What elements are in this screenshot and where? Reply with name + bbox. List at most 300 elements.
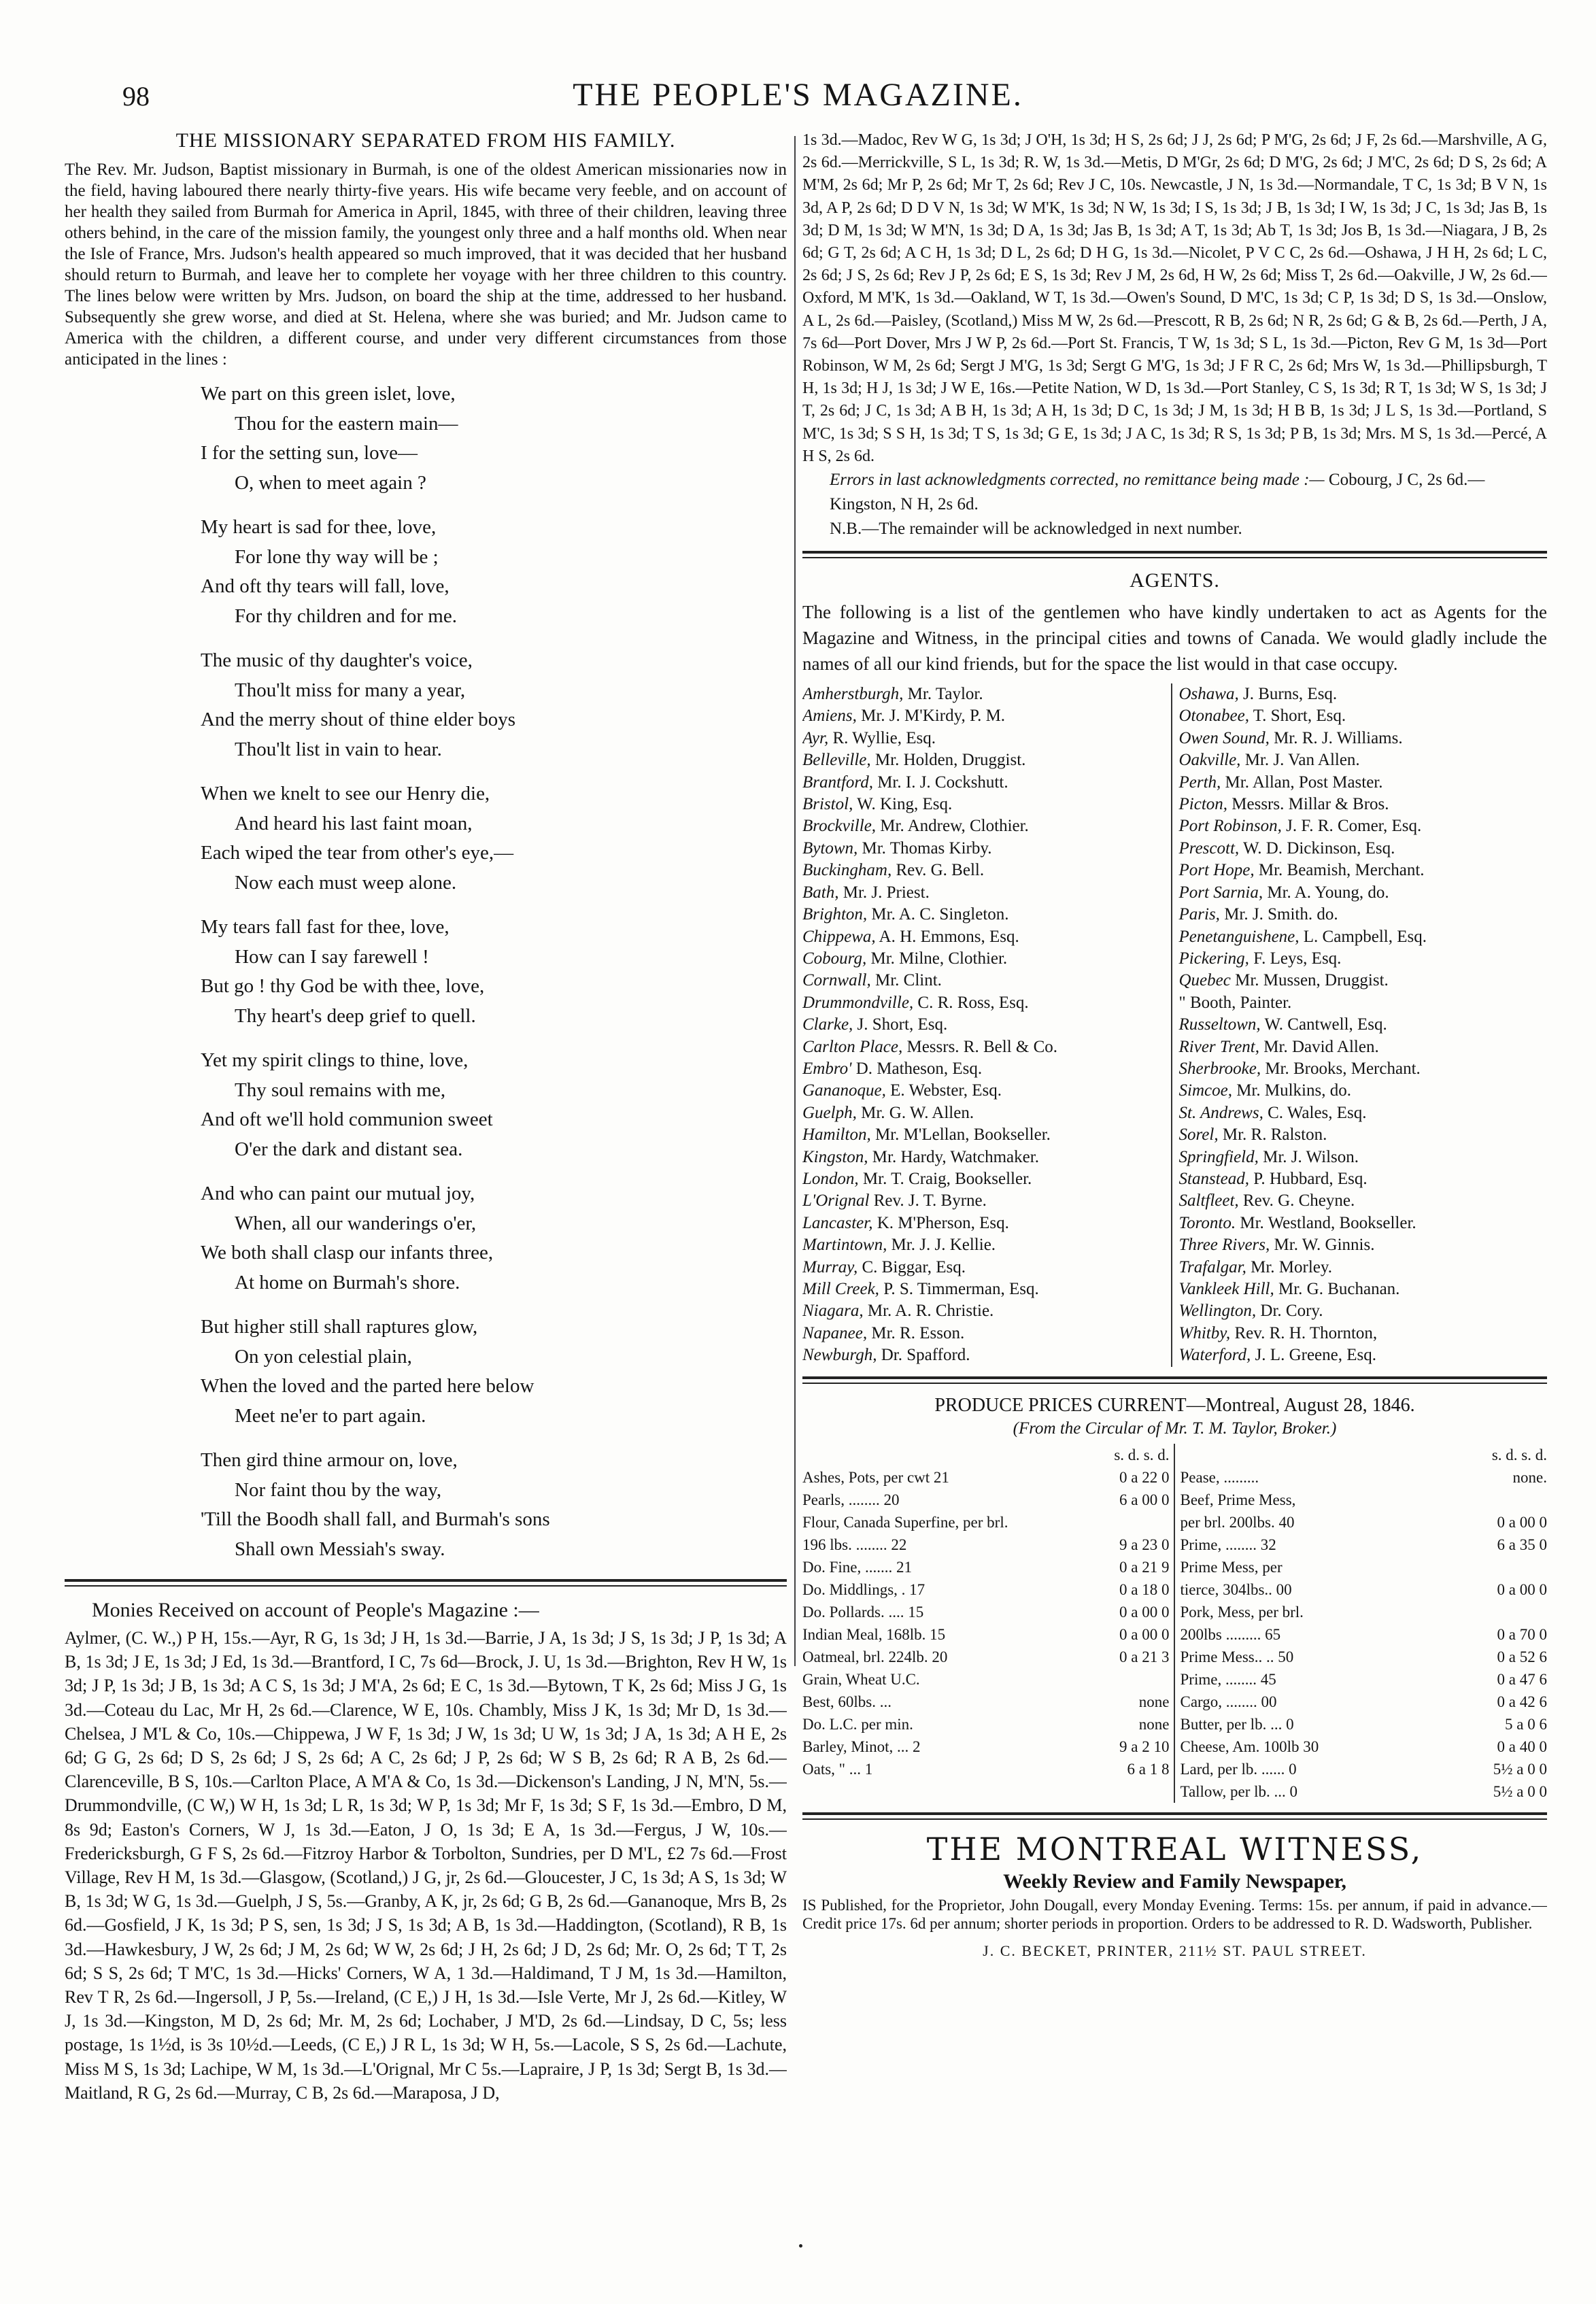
agent-place: Owen Sound, — [1178, 728, 1270, 747]
poem-line: And who can paint our mutual joy, — [201, 1183, 475, 1204]
poem-stanza — [201, 913, 787, 1031]
poem-line: When we knelt to see our Henry die, — [201, 783, 490, 804]
agent-place: Simcoe, — [1178, 1081, 1232, 1100]
produce-row — [802, 1691, 1170, 1713]
poem-line: And oft thy tears will fall, love, — [201, 575, 449, 597]
agent-name: W. King, Esq. — [857, 795, 953, 814]
agent-name: C. Wales, Esq. — [1268, 1103, 1367, 1122]
produce-row — [802, 1713, 1170, 1735]
produce-item: Pork, Mess, per brl. — [1180, 1603, 1304, 1621]
produce-row — [802, 1578, 1170, 1601]
produce-price: 6 a 1 8 — [1127, 1760, 1170, 1778]
agent-place: Sherbrooke, — [1178, 1059, 1261, 1078]
agent-name: Mr. G. Buchanan. — [1278, 1280, 1400, 1299]
produce-row — [802, 1668, 1170, 1691]
produce-price: 5 a 0 6 — [1505, 1715, 1547, 1733]
agent-entry — [802, 1147, 1171, 1168]
produce-item: Do. L.C. per min. — [802, 1715, 913, 1733]
produce-item: Prime, ........ 32 — [1180, 1536, 1276, 1553]
poem-line: When, all our wanderings o'er, — [235, 1212, 477, 1234]
agent-entry — [802, 860, 1171, 881]
article-intro: The Rev. Mr. Judson, Baptist missionary in Burmah, is one of the oldest American missionaries now in the field, having laboured there nearly thirty-five years. His wife became very feeble, and on account of her health they sailed from Burmah for America in April, 1845, with three of their children, leaving three others behind, in the care of the mission family, the youngest only three and a half months old. When near the Isle of France, Mrs. Judson's health appeared so much improved, that it was decided that her husband should return to Burmah, and leave her to complete her voyage with her three children to this country. The lines below were written by Mrs. Judson, on board the ship at the time, addressed to her husband. Subsequently she grew worse, and died at St. Helena, where she was buried; and Mr. Judson came to America with the children, a different course, and under very different circumstances from those anticipated in the lines : — [65, 160, 787, 369]
produce-item: 200lbs ......... 65 — [1180, 1625, 1281, 1643]
agent-name: Messrs. Millar & Bros. — [1232, 795, 1389, 814]
agent-name: Mr. Brooks, Merchant. — [1265, 1059, 1421, 1078]
agent-name: Rev. G. Bell. — [896, 861, 985, 880]
poem-line: Yet my spirit clings to thine, love, — [201, 1049, 469, 1071]
section-rule — [802, 1812, 1547, 1820]
produce-item: Prime, ........ 45 — [1180, 1670, 1276, 1688]
agent-place: Amiens, — [802, 707, 857, 726]
produce-row — [802, 1623, 1170, 1646]
agent-entry — [1179, 794, 1548, 815]
produce-row — [1181, 1691, 1548, 1713]
produce-row — [1181, 1489, 1548, 1511]
agent-name: Mr. J. J. Kellie. — [891, 1236, 996, 1255]
agent-place: Chippewa, — [802, 927, 876, 946]
agent-place: Cobourg, — [802, 949, 867, 968]
agent-name: Mr. J. Van Allen. — [1244, 751, 1360, 770]
agent-place: Vankleek Hill, — [1178, 1280, 1274, 1299]
agent-place: Perth, — [1178, 773, 1221, 792]
produce-row — [1181, 1623, 1548, 1646]
agent-name: P. Hubbard, Esq. — [1253, 1169, 1368, 1188]
agent-place: Sorel, — [1178, 1125, 1219, 1145]
agent-entry — [802, 926, 1171, 948]
agent-place: Carlton Place, — [802, 1037, 903, 1056]
produce-price: 0 a 21 9 — [1119, 1558, 1170, 1576]
poem-line: Nor faint thou by the way, — [235, 1478, 442, 1501]
magazine-title: THE PEOPLE'S MAGAZINE. — [573, 77, 1023, 113]
agent-name: Mr. I. J. Cockshutt. — [877, 773, 1008, 792]
agent-entry — [802, 1036, 1171, 1058]
agents-left-column — [802, 683, 1171, 1367]
agent-place: Hamilton, — [802, 1125, 871, 1145]
produce-item: Barley, Minot, ... 2 — [802, 1738, 921, 1755]
poem-line: The music of thy daughter's voice, — [201, 649, 473, 671]
page-header — [82, 73, 1514, 121]
witness-body: IS Published, for the Proprietor, John Dougall, every Monday Evening. Terms: 15s. per annum, if paid in advance.—Credit price 17s. 6d per annum; shorter periods in proportion. Orders to be addressed to R. D. Wadsworth, Publisher. — [802, 1896, 1547, 1932]
agent-name: Mr. R. J. Williams. — [1274, 728, 1403, 747]
agent-name: Mr. A. C. Singleton. — [871, 905, 1009, 924]
agent-place: Port Sarnia, — [1178, 883, 1263, 902]
produce-table — [802, 1444, 1547, 1803]
agent-name: Dr. Cory. — [1260, 1302, 1323, 1321]
poem-line: Shall own Messiah's sway. — [235, 1538, 445, 1560]
agent-entry — [1179, 1234, 1548, 1256]
agent-place: Martintown, — [802, 1236, 887, 1255]
produce-price: 9 a 2 10 — [1119, 1738, 1170, 1755]
agent-place: L'Orignal — [802, 1191, 870, 1210]
agent-entry — [802, 1014, 1171, 1036]
produce-row — [1181, 1466, 1548, 1489]
produce-price: 0 a 00 0 — [1119, 1625, 1170, 1643]
agent-entry — [1179, 904, 1548, 926]
agent-entry — [1179, 1058, 1548, 1080]
agent-place: Whitby, — [1178, 1323, 1231, 1342]
agent-place: Bristol, — [802, 795, 853, 814]
produce-price: 0 a 42 6 — [1497, 1693, 1547, 1710]
agent-entry — [1179, 728, 1548, 749]
agent-name: Mr. J. M'Kirdy, P. M. — [861, 707, 1006, 726]
produce-price: 9 a 23 0 — [1119, 1536, 1170, 1553]
produce-row — [802, 1534, 1170, 1556]
agent-entry — [802, 1300, 1171, 1322]
poem-line: Thy soul remains with me, — [235, 1079, 446, 1101]
produce-row — [1181, 1578, 1548, 1601]
agent-entry — [802, 838, 1171, 860]
poem-line: We both shall clasp our infants three, — [201, 1242, 494, 1264]
produce-item: Grain, Wheat U.C. — [802, 1670, 920, 1688]
poem — [201, 379, 787, 1564]
agent-entry — [1179, 1190, 1548, 1212]
agent-name: Mr. David Allen. — [1263, 1037, 1379, 1056]
agent-entry — [802, 970, 1171, 992]
produce-row — [802, 1735, 1170, 1758]
monies-list: Aylmer, (C. W.,) P H, 15s.—Ayr, R G, 1s 3d; J H, 1s 3d.—Barrie, J A, 1s 3d; J S, 1s 3d; J P, 1s 3d; A B, 1s 3d; J E, 1s 3d; J Ed, 1s 3d.—Brantford, I C, 7s 6d—Brock, J. U, 1s 3d.—Brighton, Rev H W, 1s 3d; J P, 1s 3d; J B, 1s 3d; A C S, 1s 3d; J M'A, 2s 6d; E C, 1s 3d.—Bytown, T K, 2s 6d; Miss J G, 1s 3d.—Coteau du Lac, Mr H, 2s 6d.—Clarence, W E, 10s. Chambly, Miss J K, 1s 3d; Mr D, 1s 3d.—Chelsea, J M'L & Co, 10s.—Chippewa, J W F, 1s 3d; J W, 1s 3d; U W, 1s 3d; J A, 1s 3d; A H E, 2s 6d; G G, 2s 6d; D S, 2s 6d; J S, 2s 6d; A C, 2s 6d; J P, 2s 6d; W S B, 2s 6d; R A B, 2s 6d.—Clarenceville, B S, 10s.—Carlton Place, A M'A & Co, 1s 3d.—Dickenson's Landing, J N, M'N, 5s.—Drummondville, (C W,) W H, 1s 3d; L R, 1s 3d; W P, 1s 3d; Mr F, 1s 3d; S F, 1s 3d.—Embro, D M, 8s 9d; Easton's Corners, W J, 1s 3d.—Eaton, J O, 1s 3d; E A, 1s 3d.—Fergus, J W, 10s.—Fredericksburgh, G F S, 2s 6d.—Fitzroy Harbor & Torbolton, Sundries, per D M'L, £2 7s 6d.—Frost Village, Rev H M, 1s 3d.—Glasgow, (Scotland,) J G, jr, 2s 6d.—Gloucester, J C, 1s 3d; A S, 1s 3d; W B, 1s 3d; W G, 1s 3d.—Guelph, J S, 5s.—Granby, A K, jr, 2s 6d; G B, 2s 6d.—Gananoque, Mrs B, 2s 6d.—Gosfield, J K, 1s 3d; P S, sen, 1s 3d; J S, 1s 3d; A B, 1s 3d.—Haddington, (Scotland), R B, 1s 3d.—Hawkesbury, J W, 2s 6d; J M, 2s 6d; W W, 2s 6d; J H, 2s 6d; J D, 2s 6d; Mr. O, 2s 6d; T T, 2s 6d; S S, 2s 6d; T M'C, 1s 3d.—Hicks' Corners, W A, 1 3d.—Haldimand, T J M, 1s 3d.—Hamilton, Rev T R, 2s 6d.—Ingersoll, J P, 5s.—Ireland, (C E,) J H, 1s 3d.—Isle Verte, Mr J, 2s 6d.—Kitley, W J, 1s 3d.—Kingston, M D, 2s 6d; Mr. M, 2s 6d; Lochaber, J M'D, 2s 6d.—Lindsay, D C, 5s; less postage, 1s 1½d, is 3s 10½d.—Leeds, (C E,) J R L, 1s 3d; W H, 5s.—Lacole, S S, 2s 6d.—Lachute, Miss M S, 1s 3d; Lachipe, W M, 1s 3d.—L'Orignal, Mr C 5s.—Lapraire, J P, 1s 3d; Sergt B, 1s 3d.—Maitland, R G, 2s 6d.—Murray, C B, 2s 6d.—Maraposa, J D, — [65, 1628, 787, 2103]
agent-entry — [1179, 926, 1548, 948]
produce-row — [802, 1646, 1170, 1668]
produce-row — [802, 1466, 1170, 1489]
agent-entry — [1179, 1213, 1548, 1234]
poem-stanza — [201, 779, 787, 898]
agent-entry — [1179, 1147, 1548, 1168]
agent-entry — [802, 1278, 1171, 1300]
poem-stanza — [201, 513, 787, 631]
witness-subtitle: Weekly Review and Family Newspaper, — [1003, 1869, 1346, 1893]
agent-entry — [1179, 749, 1548, 771]
agent-place: Clarke, — [802, 1015, 853, 1034]
poem-line: And heard his last faint moan, — [235, 812, 473, 834]
agent-entry — [1179, 1014, 1548, 1036]
agent-entry — [802, 794, 1171, 815]
produce-item: Do. Pollards. .... 15 — [802, 1603, 924, 1621]
agent-place: Ayr, — [802, 728, 829, 747]
poem-line: My tears fall fast for thee, love, — [201, 916, 449, 938]
agent-name: Dr. Spafford. — [881, 1346, 970, 1365]
poem-line: Thou'lt miss for many a year, — [235, 679, 466, 701]
produce-item: Butter, per lb. ... 0 — [1180, 1715, 1294, 1733]
agent-entry — [1179, 1036, 1548, 1058]
agent-name: Mr. Hardy, Watchmaker. — [872, 1147, 1039, 1166]
agent-place: Paris, — [1178, 905, 1220, 924]
agent-place: Murray, — [802, 1257, 858, 1276]
monies-heading: Monies Received on account of People's Magazine :— — [92, 1599, 539, 1621]
agent-name: Messrs. R. Bell & Co. — [906, 1037, 1058, 1056]
agent-entry — [1179, 1080, 1548, 1102]
agent-place: Brockville, — [802, 817, 877, 836]
agent-entry — [802, 882, 1171, 904]
agent-entry — [1179, 882, 1548, 904]
agents-intro: The following is a list of the gentlemen who have kindly undertaken to act as Agents for the Magazine and Witness, in the principal cities and towns of Canada. We would gladly include the names of all our kind friends, but for the space the list would in that case occupy. — [802, 602, 1547, 675]
agent-entry — [802, 948, 1171, 970]
agent-place: Stanstead, — [1178, 1169, 1249, 1188]
produce-item: Cargo, ........ 00 — [1180, 1693, 1277, 1710]
left-column — [65, 129, 787, 2210]
agent-entry — [1179, 705, 1548, 727]
produce-price: 0 a 47 6 — [1497, 1670, 1547, 1688]
agent-entry — [1179, 838, 1548, 860]
poem-line: My heart is sad for thee, love, — [201, 516, 437, 538]
agent-name: W. Cantwell, Esq. — [1264, 1015, 1387, 1034]
agent-place: Oakville, — [1178, 751, 1241, 770]
produce-price: 0 a 18 0 — [1119, 1580, 1170, 1598]
errors-text: Cobourg, J C, 2s 6d.—Kingston, N H, 2s 6d. — [830, 471, 1485, 514]
agent-name: Mr. Milne, Clothier. — [870, 949, 1008, 968]
agent-entry — [802, 728, 1171, 749]
agent-entry — [1179, 683, 1548, 705]
produce-price — [1418, 1556, 1547, 1578]
produce-item: Do. Middlings, . 17 — [802, 1580, 926, 1598]
produce-price: none — [1138, 1693, 1170, 1710]
agent-place: Amherstburgh, — [802, 685, 904, 704]
agent-entry — [802, 749, 1171, 771]
section-rule — [65, 1579, 787, 1587]
produce-price — [1040, 1668, 1170, 1691]
agent-place: Brantford, — [802, 773, 873, 792]
poem-line: 'Till the Boodh shall fall, and Burmah's sons — [201, 1508, 550, 1530]
poem-line: On yon celestial plain, — [235, 1345, 412, 1368]
agent-name: P. S. Timmerman, Esq. — [883, 1280, 1039, 1299]
produce-item: Pearls, ........ 20 — [802, 1491, 900, 1508]
agent-name: Mr. A. Young, do. — [1267, 883, 1389, 902]
agent-place: Kingston, — [802, 1147, 868, 1166]
agent-entry — [802, 1323, 1171, 1344]
poem-line: For lone thy way will be ; — [235, 545, 439, 568]
produce-item: Indian Meal, 168lb. 15 — [802, 1625, 946, 1643]
agent-entry — [1179, 1124, 1548, 1146]
poem-line: I for the setting sun, love— — [201, 442, 418, 464]
agent-place: Gananoque, — [802, 1081, 886, 1100]
agent-place: Quebec — [1178, 971, 1231, 990]
agent-place: Napanee, — [802, 1323, 868, 1342]
agent-place: Belleville, — [802, 751, 871, 770]
agent-name: Mr. R. Ralston. — [1222, 1125, 1327, 1145]
acknowledgments-list: 1s 3d.—Madoc, Rev W G, 1s 3d; J O'H, 1s 3d; H S, 2s 6d; J J, 2s 6d; P M'G, 2s 6d; J F, 2s 6d.—Marshville, A G, 2s 6d.—Merrickville, S L, 1s 3d; R. W, 1s 3d.—Metis, D M'Gr, 2s 6d; D M'G, 2s 6d; J M'C, 2s 6d; D S, 2s 6d; A M'M, 2s 6d; Mr P, 2s 6d; Mr T, 2s 6d; Rev J C, 10s. Newcastle, J N, 1s 3d.—Normandale, T C, 1s 3d; B V N, 1s 3d, A P, 2s 6d; D D V N, 1s 3d; W M'K, 1s 3d; N W, 1s 3d; I S, 1s 3d; J B, 1s 3d; I W, 1s 3d; J C, 1s 3d; Jas B, 1s 3d; D M, 1s 3d; W M'N, 1s 3d; D A, 1s 3d; Jas B, 1s 3d; A T, 1s 3d; Ab T, 1s 3d; Jos B, 1s 3d.—Niagara, J B, 2s 6d; G T, 2s 6d; A C H, 1s 3d; D L, 2s 6d; D H G, 1s 3d.—Nicolet, P V C C, 2s 6d.—Oshawa, J H H, 2s 6d; L C, 2s 6d; J S, 2s 6d; Rev J P, 2s 6d; E S, 1s 3d; Rev J M, 2s 6d, H W, 2s 6d; Miss T, 2s 6d.—Oakville, J W, 2s 6d.—Oxford, M M'K, 1s 3d.—Oakland, W T, 1s 3d.—Owen's Sound, D M'C, 1s 3d; C P, 1s 3d; D S, 1s 3d.—Onslow, A L, 2s 6d.—Paisley, (Scotland,) Miss M W, 2s 6d.—Prescott, R B, 2s 6d; N R, 2s 6d; G & B, 2s 6d.—Perth, J A, 7s 6d—Port Dover, Mrs J W P, 2s 6d.—Port St. Francis, T W, 1s 3d; S L, 1s 3d.—Picton, Rev G M, 1s 3d—Port Robinson, W M, 2s 6d; Sergt J M'G, 1s 3d; Sergt G M'G, 1s 3d; J F R C, 2s 6d; Mrs W, 1s 3d.—Phillipsburgh, T H, 1s 3d; H J, 1s 3d; J W E, 16s.—Petite Nation, W D, 1s 3d.—Port Stanley, C S, 1s 3d; R T, 1s 3d; W S, 1s 3d; J T, 2s 6d; J C, 1s 3d; A B H, 1s 3d; A H, 1s 3d; D C, 1s 3d; J M, 1s 3d; H B B, 1s 3d; J L S, 1s 3d.—Portland, S M'C, 1s 3d; S S H, 1s 3d; T S, 1s 3d; G E, 1s 3d; J A C, 1s 3d; R S, 1s 3d; P B, 1s 3d; Mrs. M S, 1s 3d.—Percé, A H S, 2s 6d. — [802, 131, 1547, 465]
poem-stanza — [201, 1179, 787, 1298]
agent-name: C. Biggar, Esq. — [862, 1257, 966, 1276]
agent-name: J. Short, Esq. — [857, 1015, 948, 1034]
poem-line: And the merry shout of thine elder boys — [201, 709, 516, 730]
agent-place: Embro' — [802, 1059, 852, 1078]
agent-name: Mr. Morley. — [1251, 1257, 1333, 1276]
agent-name: Mr. Beamish, Merchant. — [1258, 861, 1425, 880]
produce-item: Prime Mess.. .. 50 — [1180, 1648, 1294, 1665]
poem-stanza — [201, 646, 787, 764]
agent-name: J. F. R. Comer, Esq. — [1286, 817, 1422, 836]
produce-right-rows — [1181, 1466, 1548, 1803]
agent-place: Newburgh, — [802, 1346, 877, 1365]
produce-row — [1181, 1780, 1548, 1803]
poem-line: O'er the dark and distant sea. — [235, 1138, 463, 1160]
agent-place: Toronto. — [1178, 1213, 1236, 1232]
agent-entry — [1179, 992, 1548, 1014]
agent-place: Picton, — [1178, 795, 1228, 814]
agent-entry — [802, 992, 1171, 1014]
agent-name: K. M'Pherson, Esq. — [877, 1213, 1009, 1232]
agent-place: Bytown, — [802, 838, 858, 858]
agent-entry — [802, 1080, 1171, 1102]
produce-row — [802, 1489, 1170, 1511]
column-divider — [794, 136, 796, 1666]
produce-price: 0 a 00 0 — [1497, 1580, 1547, 1598]
agent-entry — [802, 904, 1171, 926]
agent-entry — [802, 1124, 1171, 1146]
agent-name: Mr. Andrew, Clothier. — [880, 817, 1029, 836]
produce-price: 0 a 52 6 — [1497, 1648, 1547, 1665]
produce-row — [1181, 1601, 1548, 1623]
agent-place: Saltfleet, — [1178, 1191, 1239, 1210]
agent-place: Russeltown, — [1178, 1015, 1261, 1034]
agent-place: Niagara, — [802, 1302, 864, 1321]
produce-item: Oats, " ... 1 — [802, 1760, 873, 1778]
agent-name: W. D. Dickinson, Esq. — [1242, 838, 1395, 858]
produce-item: Tallow, per lb. ... 0 — [1180, 1782, 1298, 1800]
agent-entry — [1179, 815, 1548, 837]
produce-price: 5½ a 0 0 — [1493, 1760, 1547, 1778]
agent-name: Mr. Allan, Post Master. — [1225, 773, 1383, 792]
produce-row — [802, 1556, 1170, 1578]
agent-place: Lancaster, — [802, 1213, 873, 1232]
agent-name: T. Short, Esq. — [1253, 707, 1346, 726]
produce-row — [1181, 1556, 1548, 1578]
section-rule — [802, 1376, 1547, 1384]
agent-entry — [802, 1058, 1171, 1080]
produce-price: 0 a 21 3 — [1119, 1648, 1170, 1665]
article-title: THE MISSIONARY SEPARATED FROM HIS FAMILY. — [175, 129, 676, 152]
agent-name: F. Leys, Esq. — [1253, 949, 1342, 968]
poem-line: How can I say farewell ! — [235, 945, 429, 968]
produce-item: 196 lbs. ........ 22 — [802, 1536, 907, 1553]
produce-item: Oatmeal, brl. 224lb. 20 — [802, 1648, 948, 1665]
agents-list — [802, 683, 1547, 1367]
produce-left-column — [802, 1444, 1175, 1803]
agent-entry — [1179, 1344, 1548, 1366]
agent-entry — [1179, 772, 1548, 794]
poem-line: Thou'lt list in vain to hear. — [235, 738, 442, 760]
agent-place: Trafalgar, — [1178, 1257, 1246, 1276]
agent-entry — [1179, 1323, 1548, 1344]
agent-entry — [802, 1168, 1171, 1190]
agent-name: Mr. J. Priest. — [843, 883, 930, 902]
agent-place: Penetanguishene, — [1178, 927, 1300, 946]
agent-name: R. Wyllie, Esq. — [832, 728, 936, 747]
produce-price: none — [1138, 1715, 1170, 1733]
agent-name: Mr. Taylor. — [907, 685, 983, 704]
agent-name: Mr. Westland, Bookseller. — [1240, 1213, 1416, 1232]
agent-entry — [802, 1234, 1171, 1256]
produce-row — [802, 1511, 1170, 1534]
agent-place: Drummondville, — [802, 993, 914, 1012]
produce-price — [1418, 1601, 1547, 1623]
produce-item: Do. Fine, ....... 21 — [802, 1558, 912, 1576]
errors-label: Errors in last acknowledgments corrected, no remittance being made :— — [830, 471, 1325, 490]
agent-place: River Trent, — [1178, 1037, 1260, 1056]
poem-line: O, when to meet again ? — [235, 471, 426, 494]
agent-place: Prescott, — [1178, 838, 1240, 858]
agent-name: D. Matheson, Esq. — [855, 1059, 983, 1078]
produce-price — [1040, 1511, 1170, 1534]
agent-name: C. R. Ross, Esq. — [917, 993, 1029, 1012]
agent-name: Mr. W. Ginnis. — [1274, 1236, 1375, 1255]
agent-name: " Booth, Painter. — [1178, 993, 1292, 1012]
produce-price: 6 a 00 0 — [1119, 1491, 1170, 1508]
produce-right-column — [1175, 1444, 1548, 1803]
agent-place: Mill Creek, — [802, 1280, 879, 1299]
agent-name: Mr. T. Craig, Bookseller. — [862, 1169, 1032, 1188]
right-column — [802, 129, 1547, 2176]
agent-name: Mr. J. Wilson. — [1263, 1147, 1359, 1166]
nb-note: N.B.—The remainder will be acknowledged in next number. — [830, 520, 1242, 539]
produce-item: per brl. 200lbs. 40 — [1180, 1513, 1295, 1531]
agent-entry — [802, 772, 1171, 794]
produce-row — [802, 1601, 1170, 1623]
produce-item: Prime Mess, per — [1180, 1558, 1283, 1576]
agent-entry — [1179, 970, 1548, 992]
produce-row — [1181, 1713, 1548, 1735]
agent-place: Brighton, — [802, 905, 868, 924]
agent-place: Port Hope, — [1178, 861, 1255, 880]
poem-line: But go ! thy God be with thee, love, — [201, 975, 485, 997]
agent-entry — [1179, 948, 1548, 970]
poem-stanza — [201, 1312, 787, 1431]
agent-place: Bath, — [802, 883, 839, 902]
produce-row — [1181, 1646, 1548, 1668]
produce-price: 6 a 35 0 — [1497, 1536, 1547, 1553]
poem-line: Then gird thine armour on, love, — [201, 1449, 458, 1471]
agent-name: Rev. G. Cheyne. — [1242, 1191, 1355, 1210]
agent-place: Three Rivers, — [1178, 1236, 1270, 1255]
printer-imprint: J. C. BECKET, PRINTER, 211½ ST. PAUL STREET. — [983, 1942, 1367, 1959]
produce-row — [1181, 1511, 1548, 1534]
agent-name: J. L. Greene, Esq. — [1255, 1346, 1376, 1365]
agent-place: London, — [802, 1169, 859, 1188]
poem-line: And oft we'll hold communion sweet — [201, 1108, 493, 1130]
agent-name: Mr. Holden, Druggist. — [875, 751, 1026, 770]
produce-row — [1181, 1735, 1548, 1758]
witness-title: THE MONTREAL WITNESS, — [926, 1830, 1423, 1867]
produce-row — [1181, 1758, 1548, 1780]
produce-item: Lard, per lb. ...... 0 — [1180, 1760, 1297, 1778]
agent-entry — [1179, 860, 1548, 881]
poem-line: At home on Burmah's shore. — [235, 1271, 460, 1293]
agent-entry — [802, 1213, 1171, 1234]
agent-name: A. H. Emmons, Esq. — [879, 927, 1019, 946]
agent-name: L. Campbell, Esq. — [1303, 927, 1427, 946]
poem-line: Thy heart's deep grief to quell. — [235, 1004, 476, 1027]
agent-entry — [802, 1257, 1171, 1278]
poem-line: Each wiped the tear from other's eye,— — [201, 842, 514, 864]
poem-stanza — [201, 379, 787, 498]
produce-price — [1418, 1489, 1547, 1511]
agent-place: Otonabee, — [1178, 707, 1249, 726]
agent-entry — [1179, 1257, 1548, 1278]
produce-col-header: s. d. s. d. — [1114, 1446, 1170, 1463]
agent-name: Mr. R. Esson. — [871, 1323, 965, 1342]
produce-price: 0 a 22 0 — [1119, 1468, 1170, 1486]
agent-entry — [802, 815, 1171, 837]
agent-entry — [1179, 1300, 1548, 1322]
agent-entry — [802, 1190, 1171, 1212]
agent-place: St. Andrews, — [1178, 1103, 1263, 1122]
poem-stanza — [201, 1446, 787, 1564]
agent-place: Port Robinson, — [1178, 817, 1282, 836]
agent-name: Mr. A. R. Christie. — [867, 1302, 994, 1321]
produce-title: PRODUCE PRICES CURRENT—Montreal, August 28, 1846. — [934, 1394, 1415, 1416]
agent-name: Rev. R. H. Thornton, — [1234, 1323, 1378, 1342]
produce-col-header: s. d. s. d. — [1491, 1446, 1547, 1463]
agent-entry — [802, 683, 1171, 705]
